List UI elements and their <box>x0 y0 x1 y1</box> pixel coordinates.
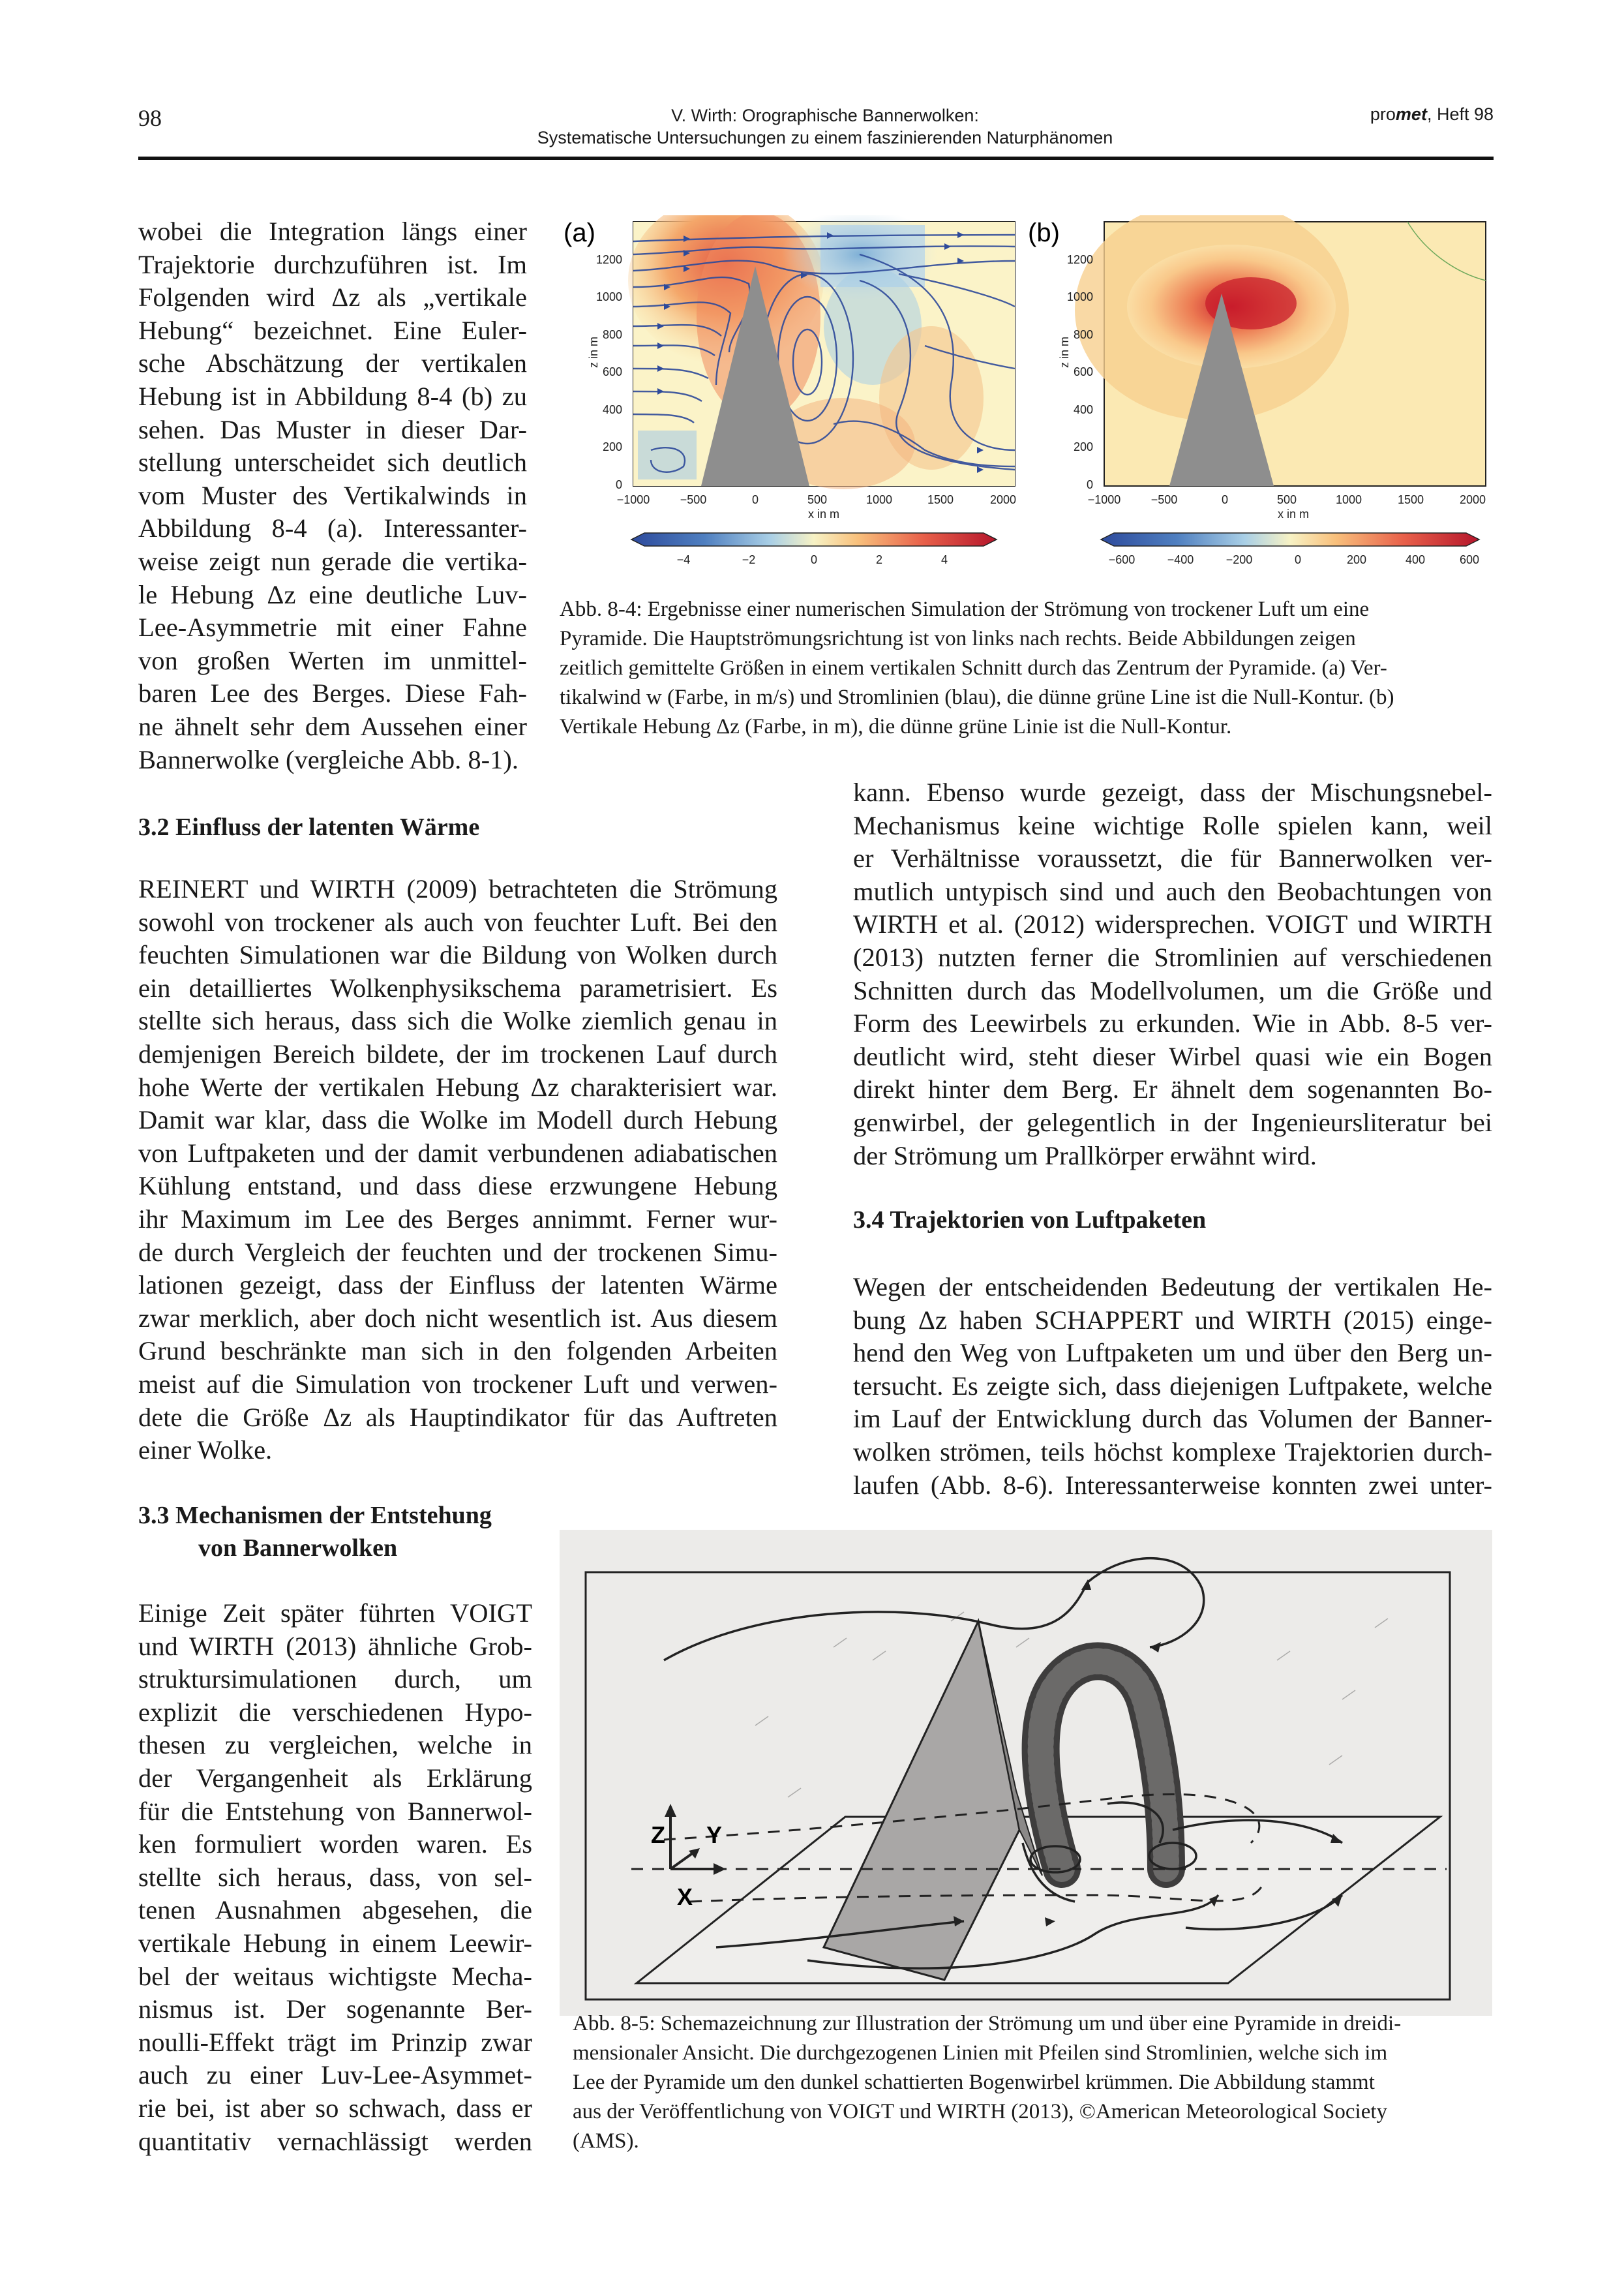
text-line: quantitativ vernachlässigt werden <box>138 2126 532 2156</box>
text-line: ihr Maximum im Lee des Berges annimmt. Ferner wur- <box>138 1204 777 1234</box>
panel-b-xtick: 1500 <box>1397 493 1424 506</box>
caption-line: Pyramide. Die Hauptströmungsrichtung ist von links nach rechts. Beide Abbildungen zeigen <box>560 627 1356 650</box>
text-line: mutlich untypisch sind und auch den Beobachtungen von <box>853 876 1492 906</box>
text-line: deutlicht wird, steht dieser Wirbel quasi wie ein Bogen <box>853 1041 1492 1071</box>
colorbar-a-tick: −2 <box>742 553 756 566</box>
text-line: stellung unterscheidet sich deutlich <box>138 448 527 478</box>
text-line: tenen Ausnahmen abgesehen, die <box>138 1895 532 1925</box>
text-line: stellte sich heraus, dass, von sel- <box>138 1862 532 1892</box>
panel-b-ytick: 0 <box>1086 478 1093 491</box>
text-line: weise zeigt nun gerade die vertika- <box>138 546 527 576</box>
text-line: baren Lee des Berges. Diese Fah- <box>138 678 527 708</box>
page-number: 98 <box>138 105 162 131</box>
text-line: für die Entstehung von Bannerwol- <box>138 1796 532 1826</box>
text-line: ne ähnelt sehr dem Aussehen einer <box>138 711 527 741</box>
caption-line: mensionaler Ansicht. Die durchgezogenen Linien mit Pfeilen sind Stromlinien, welche sich im <box>573 2041 1388 2065</box>
journal-brand: met <box>1395 104 1427 124</box>
text-line: wolken strömen, teils höchst komplexe Trajektorien durch- <box>853 1436 1492 1467</box>
text-line: hohe Werte der vertikalen Hebung Δz charakterisiert war. <box>138 1072 777 1102</box>
caption-line: tikalwind w (Farbe, in m/s) und Stromlinien (blau), die dünne grüne Line ist die Null-Kontur. (b) <box>560 686 1394 709</box>
panel-a-xtick: −500 <box>680 493 707 506</box>
figure-8-4-graphic <box>560 215 1492 581</box>
journal-name <box>1317 104 1494 125</box>
panel-b-ytick: 600 <box>1073 365 1093 378</box>
colorbar-a-tick: 4 <box>940 553 948 566</box>
colorbar-b-tick: 600 <box>1459 553 1480 566</box>
text-line: nismus ist. Der sogenannte Ber- <box>138 1994 532 2024</box>
text-line: Wegen der entscheidenden Bedeutung der vertikalen He- <box>853 1272 1492 1301</box>
text-line: sehen. Das Muster in dieser Dar- <box>138 414 527 444</box>
caption-line: aus der Veröffentlichung von VOIGT und WIRTH (2013), ©American Meteorological Society <box>573 2100 1388 2123</box>
text-line: der Strömung um Prallkörper erwähnt wird. <box>853 1140 1317 1170</box>
text-line: der Vergangenheit als Erklärung <box>138 1763 532 1793</box>
text-line: Kühlung entstand, und dass diese erzwungene Hebung <box>138 1171 777 1201</box>
panel-b-xtick: −1000 <box>1087 493 1121 506</box>
text-line: ein detailliertes Wolkenphysikschema parametrisiert. Es <box>138 973 777 1003</box>
panel-a-ytick: 600 <box>602 365 622 378</box>
axis-y-label: Y <box>706 1821 723 1848</box>
heading-section-3-3 <box>138 1499 492 1564</box>
heading-section-3-3-line1: 3.3 Mechanismen der Entstehung <box>138 1502 492 1529</box>
axis-z-label: Z <box>651 1821 665 1848</box>
text-line: Abbildung 8-4 (a). Interessanter- <box>138 513 527 543</box>
text-line: kann. Ebenso wurde gezeigt, dass der Mischungsnebel- <box>853 778 1492 807</box>
text-line: dete die Größe Δz als Hauptindikator für das Auftreten <box>138 1402 777 1432</box>
panel-b-xtick: 500 <box>1276 493 1297 506</box>
panel-a-xtick: 0 <box>751 493 759 506</box>
text-line: wobei die Integration längs einer <box>138 217 527 246</box>
panel-b-xlabel: x in m <box>1277 508 1310 521</box>
text-line: ken formuliert worden waren. Es <box>138 1829 532 1859</box>
text-line: auch zu einer Luv-Lee-Asymmet- <box>138 2060 532 2090</box>
panel-a-xtick: 1000 <box>865 493 893 506</box>
panel-a-ylabel: z in m <box>587 336 600 369</box>
text-line: bung Δz haben SCHAPPERT und WIRTH (2015) einge- <box>853 1305 1492 1335</box>
text-line: feuchten Simulationen war die Bildung von Wolken durch <box>138 940 777 970</box>
panel-a-xlabel: x in m <box>807 508 840 521</box>
text-line: meist auf die Simulation von trockener Luft und verwen- <box>138 1369 777 1399</box>
text-line: hend den Weg von Luftpaketen um und über den Berg un- <box>853 1338 1492 1368</box>
panel-b-ytick: 1200 <box>1066 253 1093 266</box>
text-line: stellte sich heraus, dass sich die Wolke ziemlich genau in <box>138 1006 777 1036</box>
text-line: von Luftpaketen und der damit verbundenen adiabatischen <box>138 1138 777 1168</box>
text-line: noulli-Effekt trägt im Prinzip zwar <box>138 2027 532 2057</box>
text-line: einer Wolke. <box>138 1435 273 1465</box>
colorbar-a-tick: 2 <box>875 553 883 566</box>
streamline-over <box>664 1582 1088 1660</box>
text-line: zwar merklich, aber doch nicht wesentlich ist. Aus diesem <box>138 1303 777 1333</box>
text-line: REINERT und WIRTH (2009) betrachteten die Strömung <box>138 874 777 904</box>
panel-a-ytick: 0 <box>615 478 622 491</box>
text-line: Hebung ist in Abbildung 8-4 (b) zu <box>138 381 527 411</box>
text-line: explizit die verschiedenen Hypo- <box>138 1697 532 1727</box>
text-block-left-top <box>138 215 527 776</box>
text-line: er Verhältnisse voraussetzt, die für Bannerwolken ver- <box>853 844 1492 874</box>
text-block-section-3-3 <box>138 1597 532 2158</box>
text-line: vom Muster des Vertikalwinds in <box>138 480 527 510</box>
caption-line: zeitlich gemittelte Größen in einem vertikalen Schnitt durch das Zentrum der Pyramide. (a) Ver- <box>560 656 1387 680</box>
text-line: le Hebung Δz eine deutliche Luv- <box>138 579 527 609</box>
text-line: im Lauf der Entwicklung durch das Volumen der Banner- <box>853 1404 1492 1434</box>
panel-a-ytick: 1200 <box>595 253 622 266</box>
panel-a-ytick: 200 <box>602 440 622 453</box>
running-title <box>457 104 1194 149</box>
text-line: Damit war klar, dass die Wolke im Modell durch Hebung <box>138 1105 777 1135</box>
text-block-right-top <box>853 776 1492 1172</box>
text-line: rie bei, ist aber so schwach, dass er <box>138 2093 532 2123</box>
panel-b-xtick: 0 <box>1221 493 1229 506</box>
text-line: thesen zu vergleichen, welche in <box>138 1730 532 1760</box>
caption-line: Abb. 8-5: Schemazeichnung zur Illustration der Strömung um und über eine Pyramide in dreidi- <box>573 2012 1402 2035</box>
panel-a-ytick: 1000 <box>595 290 622 303</box>
panel-a-ytick: 400 <box>602 403 622 416</box>
text-line: vertikale Hebung in einem Leewir- <box>138 1928 532 1958</box>
running-title-line2: Systematische Untersuchungen zu einem faszinierenden Naturphänomen <box>537 128 1113 147</box>
caption-line: Lee der Pyramide um den dunkel schattierten Bogenwirbel krümmen. Die Abbildung stammt <box>573 2071 1375 2094</box>
text-line: struktursimulationen durch, um <box>138 1664 532 1694</box>
text-line: Grund beschränkte man sich in den folgenden Arbeiten <box>138 1336 777 1366</box>
panel-a-ytick: 800 <box>602 328 622 341</box>
panel-b-ytick: 1000 <box>1066 290 1093 303</box>
panel-b-xtick: −500 <box>1150 493 1178 506</box>
colorbar-b-tick: −600 <box>1108 553 1135 566</box>
text-line: direkt hinter dem Berg. Er ähnelt dem sogenannten Bo- <box>853 1074 1492 1104</box>
text-line: Hebung“ bezeichnet. Eine Euler- <box>138 315 527 345</box>
colorbar-b-tick: 200 <box>1346 553 1367 566</box>
text-line: sche Abschätzung der vertikalen <box>138 348 527 378</box>
text-line: WIRTH et al. (2012) widersprechen. VOIGT und WIRTH <box>853 909 1492 939</box>
colorbar-b-tick: −400 <box>1167 553 1194 566</box>
heading-section-3-2: 3.2 Einfluss der latenten Wärme <box>138 813 480 841</box>
hatching <box>755 1612 1388 1797</box>
text-line: Folgenden wird Δz als „vertikale <box>138 282 527 312</box>
figure-8-5-caption <box>573 2009 1492 2156</box>
figure-8-5-sketch <box>560 1530 1492 2016</box>
journal-prefix: pro <box>1370 104 1396 124</box>
text-line: Bannerwolke (vergleiche Abb. 8-1). <box>138 744 519 774</box>
panel-b-xtick: 2000 <box>1459 493 1486 506</box>
journal-issue: , Heft 98 <box>1426 104 1494 124</box>
figure-8-4-caption <box>560 595 1492 742</box>
panel-a-xtick: 2000 <box>989 493 1017 506</box>
panel-b-ylabel: z in m <box>1058 336 1071 369</box>
text-line: (2013) nutzten ferner die Stromlinien auf verschiedenen <box>853 942 1492 972</box>
panel-a-colorbar <box>631 533 997 566</box>
caption-line: Abb. 8-4: Ergebnisse einer numerischen Simulation der Strömung von trockener Luft um eine <box>560 598 1370 621</box>
panel-b-ytick: 400 <box>1073 403 1093 416</box>
panel-a-xtick: 1500 <box>927 493 954 506</box>
panel-a-label: (a) <box>564 219 595 247</box>
panel-b-colorbar <box>1101 533 1479 566</box>
text-line: demjenigen Bereich bildete, der im trockenen Lauf durch <box>138 1039 777 1069</box>
figure-8-5 <box>560 1530 1492 2016</box>
figure-8-4 <box>560 215 1492 581</box>
text-line: und WIRTH (2013) ähnliche Grob- <box>138 1631 532 1661</box>
text-line: de durch Vergleich der feuchten und der trockenen Simu- <box>138 1237 777 1267</box>
text-block-section-3-2 <box>138 873 777 1467</box>
panel-a-xtick: −1000 <box>616 493 650 506</box>
text-line: tersucht. Es zeigte sich, dass diejenigen Luftpakete, welche <box>853 1371 1492 1401</box>
text-line: Einige Zeit später führten VOIGT <box>138 1598 532 1628</box>
text-line: Schnitten durch das Modellvolumen, um die Größe und <box>853 975 1492 1005</box>
heading-section-3-4: 3.4 Trajektorien von Luftpaketen <box>853 1206 1207 1234</box>
colorbar-a-tick: 0 <box>810 553 818 566</box>
panel-b-ytick: 800 <box>1073 328 1093 341</box>
text-line: bel der weitaus wichtigste Mecha- <box>138 1961 532 1991</box>
text-block-section-3-4 <box>853 1271 1492 1502</box>
colorbar-b-tick: −200 <box>1226 553 1253 566</box>
heading-section-3-3-line2: von Bannerwolken <box>198 1534 398 1562</box>
panel-b-ytick: 200 <box>1073 440 1093 453</box>
panel-a-xtick: 500 <box>807 493 828 506</box>
colorbar-b-tick: 0 <box>1294 553 1302 566</box>
text-line: Form des Leewirbels zu erkunden. Wie in Abb. 8-5 ver- <box>853 1009 1492 1039</box>
text-line: Trajektorie durchzuführen ist. Im <box>138 249 527 279</box>
axis-x-label: X <box>677 1883 693 1910</box>
text-line: sowohl von trockener als auch von feuchter Luft. Bei den <box>138 907 777 937</box>
panel-b-xtick: 1000 <box>1335 493 1362 506</box>
colorbar-b-tick: 400 <box>1405 553 1426 566</box>
colorbar-a-tick: −4 <box>676 553 691 566</box>
running-title-line1: V. Wirth: Orographische Bannerwolken: <box>671 106 979 125</box>
caption-line: Vertikale Hebung Δz (Farbe, in m), die dünne grüne Linie ist die Null-Kontur. <box>560 715 1232 738</box>
panel-b <box>1028 215 1486 566</box>
header-rule <box>138 157 1494 160</box>
text-line: von großen Werten im unmittel- <box>138 645 527 675</box>
panel-a <box>564 215 1016 566</box>
text-line: Lee-Asymmetrie mit einer Fahne <box>138 613 527 643</box>
text-line: Mechanismus keine wichtige Rolle spielen kann, weil <box>853 810 1492 840</box>
panel-b-label: (b) <box>1028 219 1060 247</box>
text-line: laufen (Abb. 8-6). Interessanterweise konnten zwei unter- <box>853 1470 1492 1500</box>
text-line: genwirbel, der gelegentlich in der Ingenieursliteratur bei <box>853 1107 1492 1137</box>
caption-line: (AMS). <box>573 2129 639 2153</box>
text-line: lationen gezeigt, dass der Einfluss der latenten Wärme <box>138 1270 777 1300</box>
